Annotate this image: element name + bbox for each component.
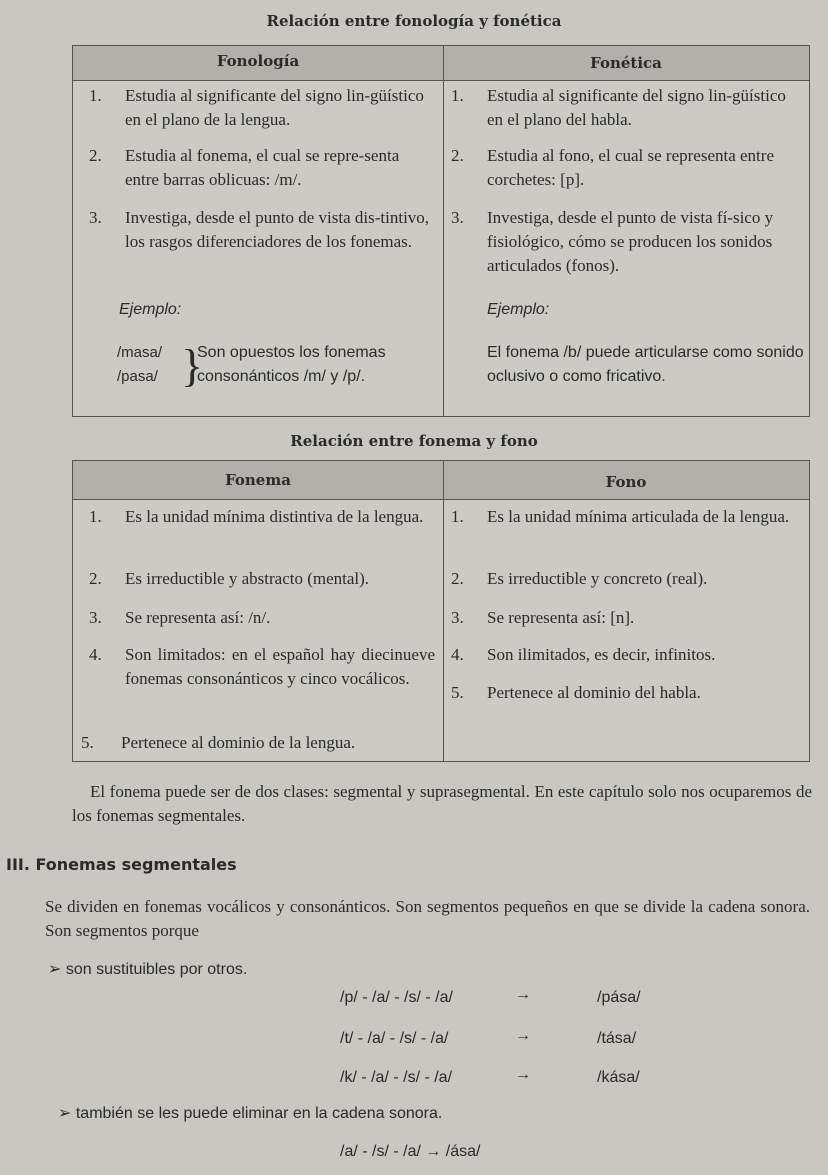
list-item: 2. Estudia al fonema, el cual se repre-senta entre barras oblicuas: /m/. <box>89 146 400 189</box>
list-item: 1. Estudia al significante del signo lin-güístico en el plano de la lengua. <box>89 86 424 129</box>
paragraph: El fonema puede ser de dos clases: segmental y suprasegmental. En este capítulo solo nos ocuparemos de los fonemas segmentales. <box>72 782 812 825</box>
arrow-bullet-icon: ➢ <box>58 1105 76 1122</box>
list-item: 3. Investiga, desde el punto de vista dis-tintivo, los rasgos diferenciadores de los fonemas. <box>89 208 430 251</box>
example-text: El fonema /b/ puede articularse como sonido oclusivo o como fricativo. <box>487 344 804 385</box>
fonema-fono-table: Fonema Fono 1. Es la unidad mínima distintiva de la lengua. 2. Es irreductible y abstracto (mental). 3. Se representa así: /n/. 4. Son limitados: en el español hay diecinueve fonemas consonánticos y cinco vocálicos. 5. Pertenece al dominio de la lengua. 1. Es la unidad mínima articulada de la lengua. 2. Es irreductible y concreto (real). 3. Se representa así: [n]. 4. Son ilimitados, es decir, infinitos. 5. Pertenece al dominio del habla. <box>72 460 810 762</box>
arrow-icon: → <box>515 1027 531 1044</box>
example-label: Ejemplo: <box>487 301 550 318</box>
substitution-row: /t/ - /a/ - /s/ - /a/ <box>340 1030 449 1047</box>
example-text: Son opuestos los fonemas <box>197 344 386 361</box>
section-heading: III. Fonemas segmentales <box>6 855 237 874</box>
example-word: /masa/ <box>117 344 163 361</box>
brace-icon: } <box>181 340 204 391</box>
example-label: Ejemplo: <box>119 301 182 318</box>
arrow-bullet-icon: ➢ <box>48 961 66 978</box>
fonologia-fonetica-table: Fonología Fonética 1. Estudia al significante del signo lin-güístico en el plano de la lengua. 2. Estudia al fonema, el cual se repre-senta entre barras oblicuas: /m/. 3. Investiga, desde el punto de vista dis-tintivo, los rasgos diferenciadores de los fonemas. 1. Estudia al significante del signo lin-güístico en el plano del habla. 2. Estudia al fono, el cual se representa entre corchetes: [p]. 3. Investiga, desde el punto de vista fí-sico y fisiológico, cómo se producen los sonidos articulados (fonos). Ejemplo: Ejemplo: /masa/ /pasa/ } Son opuestos los fonemas consonánticos /m/ y /p/. El fonema /b/ puede articularse como sonido oclusivo o como fricativo. <box>72 45 810 417</box>
example-text: consonánticos /m/ y /p/. <box>197 368 366 385</box>
paragraph: Se dividen en fonemas vocálicos y consonánticos. Son segmentos pequeños en que se divide la cadena sonora. Son segmentos porque <box>45 897 810 940</box>
substitution-row: /k/ - /a/ - /s/ - /a/ <box>340 1069 453 1086</box>
header-fonetica: Fonética <box>590 54 662 72</box>
bullet-item: ➢ son sustituibles por otros. <box>48 961 248 978</box>
arrow-icon: → <box>515 1066 531 1083</box>
header-fonema: Fonema <box>225 471 291 489</box>
substitution-row: /p/ - /a/ - /s/ - /a/ <box>340 989 453 1006</box>
arrow-icon: → <box>515 986 531 1003</box>
substitution-result: /kása/ <box>597 1069 640 1086</box>
header-fono: Fono <box>605 473 647 491</box>
substitution-result: /tása/ <box>597 1030 637 1047</box>
elimination-example: /a/ - /s/ - /a/ → /ása/ <box>340 1143 481 1160</box>
table-header <box>73 46 809 81</box>
substitution-result: /pása/ <box>597 989 641 1006</box>
bullet-item: ➢ también se les puede eliminar en la cadena sonora. <box>58 1105 443 1122</box>
example-word: /pasa/ <box>117 368 158 385</box>
header-fonologia: Fonología <box>216 52 300 70</box>
table1-title: Relación entre fonología y fonética <box>266 12 562 30</box>
table2-title: Relación entre fonema y fono <box>290 432 538 450</box>
table-header <box>73 461 809 500</box>
